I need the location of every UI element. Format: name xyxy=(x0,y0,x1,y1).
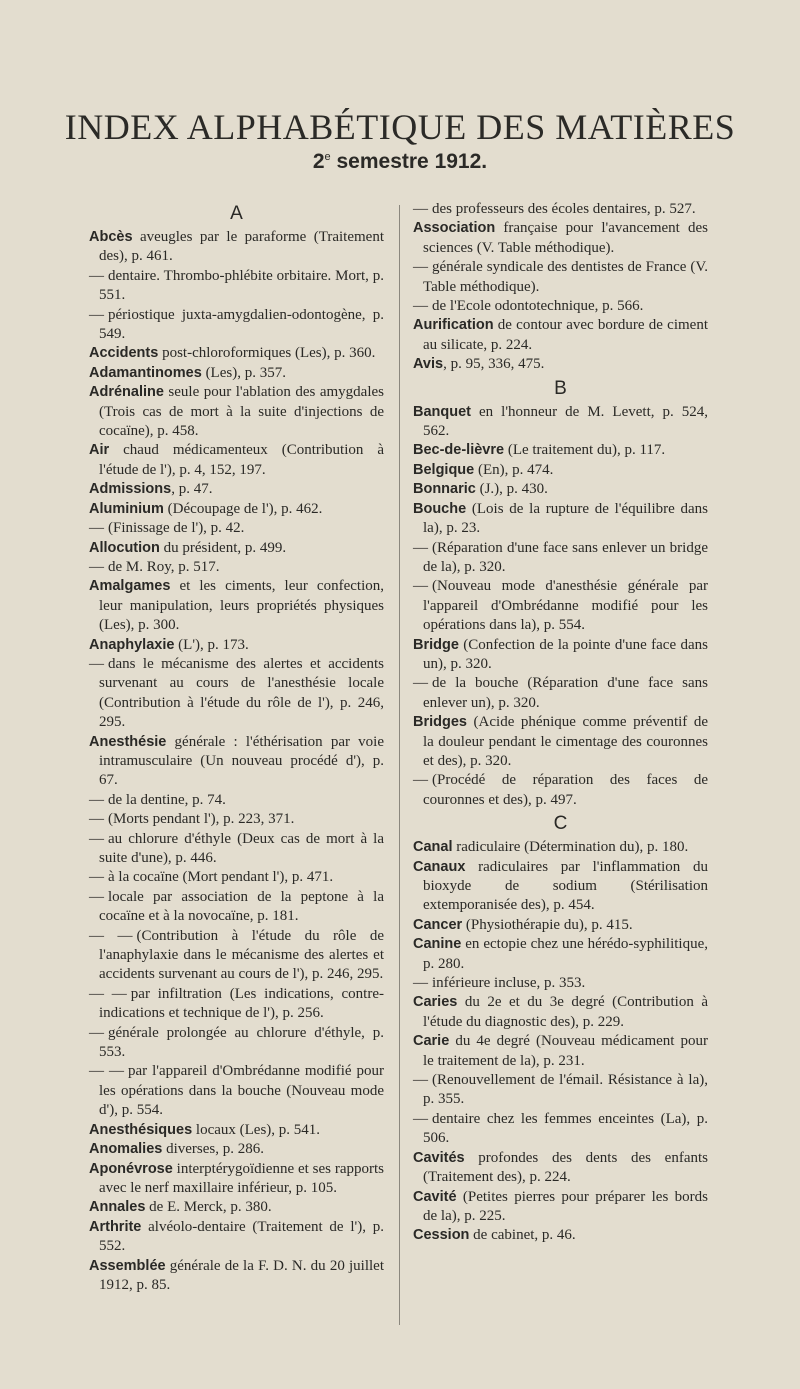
entry-text: (Contribution à l'étude du rôle de l'anaphylaxie dans le mécanisme des alertes et accidents survenant au cours de l'), p. 246, 295. xyxy=(99,927,385,983)
index-entry xyxy=(89,539,384,558)
entry-text: de M. Roy, p. 517. xyxy=(108,558,220,575)
entry-text: de E. Merck, p. 380. xyxy=(145,1199,272,1216)
entry-text: (Découpage de l'), p. 462. xyxy=(163,500,323,517)
index-entry xyxy=(89,636,384,655)
index-entry xyxy=(89,1062,384,1120)
entry-text: (L'), p. 173. xyxy=(174,636,249,653)
index-entry xyxy=(413,974,708,993)
index-entry xyxy=(89,228,384,267)
entry-text: générale syndicale des dentistes de France (V. Table méthodique). xyxy=(423,259,708,295)
index-entry xyxy=(89,1218,384,1257)
entry-heading: Canaux xyxy=(413,858,466,875)
index-entry xyxy=(89,519,384,538)
index-entry xyxy=(413,935,708,974)
entry-dash: — xyxy=(89,1024,104,1041)
entry-text: générale : l'éthérisation par voie intramusculaire (Un nouveau procédé d'), p. 67. xyxy=(99,733,384,789)
index-entry xyxy=(413,539,708,578)
section-letter: B xyxy=(554,377,567,399)
entry-text: française pour l'avancement des sciences (V. Table méthodique). xyxy=(423,220,708,256)
index-column-right xyxy=(413,200,708,1246)
entry-text: du 4e degré (Nouveau médicament pour le traitement de la), p. 231. xyxy=(423,1033,708,1069)
index-entry xyxy=(89,927,384,985)
index-entry xyxy=(413,916,708,935)
entry-dash: — xyxy=(413,975,428,992)
entry-text: générale prolongée au chlorure d'éthyle, p. 553. xyxy=(99,1024,384,1061)
entry-heading: Annales xyxy=(89,1199,146,1216)
entry-heading: Aponévrose xyxy=(89,1160,173,1177)
entry-text: des professeurs des écoles dentaires, p. 527. xyxy=(432,201,696,217)
index-entry xyxy=(413,258,708,297)
index-entry xyxy=(413,1110,708,1149)
entry-heading: Anomalies xyxy=(89,1141,163,1158)
entry-heading: Anesthésiques xyxy=(89,1121,193,1138)
entry-heading: Canine xyxy=(413,936,462,953)
entry-text: seule pour l'ablation des amygdales (Trois cas de mort à la suite d'injections de cocaïne), p. 458. xyxy=(99,384,384,440)
entry-text: par infiltration (Les indications, contre-indications et technique de l'), p. 256. xyxy=(99,985,384,1022)
entry-dash: — — xyxy=(89,927,133,944)
index-entry xyxy=(89,1121,384,1140)
index-entry xyxy=(413,636,708,675)
entry-text: par l'appareil d'Ombrédanne modifié pour les opérations dans la bouche (Nouveau mode d'), p. 554. xyxy=(99,1063,384,1119)
index-entry xyxy=(413,441,708,460)
entry-text: de contour avec bordure de ciment au silicate, p. 224. xyxy=(423,317,708,353)
entry-heading: Admissions xyxy=(89,481,172,498)
index-entry xyxy=(89,383,384,441)
entry-dash: — xyxy=(413,578,428,595)
index-entry xyxy=(89,655,384,733)
entry-dash: — — xyxy=(89,985,127,1002)
entry-heading: Allocution xyxy=(89,539,160,556)
index-entry xyxy=(413,993,708,1032)
entry-text: de la dentine, p. 74. xyxy=(108,791,226,808)
index-entry xyxy=(89,888,384,927)
entry-dash: — xyxy=(413,201,428,217)
index-entry xyxy=(89,344,384,363)
entry-text: locaux (Les), p. 541. xyxy=(192,1121,321,1138)
entry-heading: Adrénaline xyxy=(89,384,164,401)
index-entry xyxy=(89,868,384,887)
entry-dash: — xyxy=(89,811,104,828)
index-entry xyxy=(89,733,384,791)
index-entry xyxy=(89,810,384,829)
entry-text: chaud médicamenteux (Contribution à l'étude de l'), p. 4, 152, 197. xyxy=(99,442,384,478)
entry-text: (Renouvellement de l'émail. Résistance à la), p. 355. xyxy=(423,1072,708,1108)
entry-text: à la cocaïne (Mort pendant l'), p. 471. xyxy=(108,869,334,886)
entry-heading: Banquet xyxy=(413,403,471,420)
entry-heading: Canal xyxy=(413,839,453,856)
entry-text: en ectopie chez une hérédo-syphilitique, p. 280. xyxy=(423,936,708,972)
page-title: INDEX ALPHABÉTIQUE DES MATIÈRES xyxy=(64,107,736,147)
entry-heading: Anesthésie xyxy=(89,733,167,750)
entry-heading: Bouche xyxy=(413,500,467,517)
entry-dash: — xyxy=(89,888,104,905)
entry-dash: — xyxy=(89,791,104,808)
entry-text: (Les), p. 357. xyxy=(201,364,286,381)
index-entry xyxy=(89,1257,384,1296)
entry-text: , p. 95, 336, 475. xyxy=(443,356,545,373)
index-entry xyxy=(413,713,708,771)
section-letter: A xyxy=(230,203,243,224)
entry-text: au chlorure d'éthyle (Deux cas de mort à la suite d'une), p. 446. xyxy=(99,830,384,866)
index-entry xyxy=(89,441,384,480)
index-entry xyxy=(413,500,708,539)
entry-text: (Morts pendant l'), p. 223, 371. xyxy=(108,811,295,828)
index-entry xyxy=(413,355,708,374)
entry-text: et les ciments, leur confection, leur manipulation, leurs propriétés physiques (Les), p. 300. xyxy=(99,578,384,634)
index-entry xyxy=(413,316,708,355)
entry-text: (Procédé de réparation des faces de couronnes et des), p. 497. xyxy=(423,772,708,808)
index-entry xyxy=(413,297,708,316)
entry-heading: Bec-de-lièvre xyxy=(413,442,505,459)
index-entry xyxy=(89,267,384,306)
entry-dash: — xyxy=(413,1110,428,1127)
entry-text: générale de la F. D. N. du 20 juillet 1912, p. 85. xyxy=(99,1257,384,1293)
entry-text: interptérygoïdienne et ses rapports avec le nerf maxillaire inférieur, p. 105. xyxy=(99,1160,384,1196)
entry-dash: — xyxy=(89,306,104,323)
entry-text: inférieure incluse, p. 353. xyxy=(432,975,586,992)
entry-heading: Accidents xyxy=(89,345,159,362)
page-subtitle xyxy=(0,150,800,174)
entry-text: , p. 47. xyxy=(171,481,213,498)
subtitle-superscript: e xyxy=(324,151,331,163)
index-entry xyxy=(413,1188,708,1227)
section-letter: C xyxy=(553,813,568,835)
entry-heading: Carie xyxy=(413,1033,450,1050)
entry-text: (J.), p. 430. xyxy=(475,481,548,498)
entry-text: (Finissage de l'), p. 42. xyxy=(108,520,245,537)
entry-text: dentaire. Thrombo-phlébite orbitaire. Mort, p. 551. xyxy=(99,267,384,304)
entry-heading: Abcès xyxy=(89,229,133,245)
index-entry xyxy=(89,830,384,869)
entry-text: (Petites pierres pour préparer les bords de la), p. 225. xyxy=(423,1188,708,1224)
entry-dash: — xyxy=(89,655,104,672)
index-column-left xyxy=(89,200,384,1295)
column-divider xyxy=(399,205,400,1325)
index-entry xyxy=(413,461,708,480)
entry-heading: Cavité xyxy=(413,1188,457,1205)
index-entry xyxy=(413,1149,708,1188)
index-entry xyxy=(413,219,708,258)
entry-heading: Association xyxy=(413,220,496,237)
entry-dash: — xyxy=(89,558,104,575)
entry-text: en l'honneur de M. Levett, p. 524, 562. xyxy=(423,403,708,440)
entry-text: radiculaire (Détermination du), p. 180. xyxy=(452,839,689,856)
index-entry xyxy=(413,403,708,442)
entry-text: de cabinet, p. 46. xyxy=(469,1227,576,1244)
entry-heading: Air xyxy=(89,442,110,459)
index-entry xyxy=(413,1226,708,1245)
entry-heading: Aluminium xyxy=(89,500,164,517)
entry-dash: — xyxy=(89,520,104,537)
entry-text: du président, p. 499. xyxy=(159,539,287,556)
index-entry xyxy=(413,577,708,635)
entry-heading: Aurification xyxy=(413,317,494,334)
entry-heading: Bonnaric xyxy=(413,481,476,498)
entry-dash: — xyxy=(413,675,428,692)
entry-heading: Belgique xyxy=(413,461,475,478)
index-entry xyxy=(89,500,384,519)
entry-text: (Le traitement du), p. 117. xyxy=(504,442,666,459)
entry-text: (Réparation d'une face sans enlever un bridge de la), p. 320. xyxy=(423,539,708,575)
entry-text: radiculaires par l'inflammation du bioxyde de sodium (Stérilisation extemporanisée des), p. 454. xyxy=(423,858,708,914)
entry-heading: Amalgames xyxy=(89,578,171,595)
entry-dash: — — xyxy=(89,1063,124,1080)
entry-text: (En), p. 474. xyxy=(474,461,554,478)
entry-dash: — xyxy=(89,267,104,284)
entry-text: de la bouche (Réparation d'une face sans enlever un), p. 320. xyxy=(423,675,708,711)
entry-dash: — xyxy=(413,539,428,556)
entry-text: dentaire chez les femmes enceintes (La), p. 506. xyxy=(423,1110,708,1147)
index-entry xyxy=(89,364,384,383)
index-entry xyxy=(89,480,384,499)
entry-text: périostique juxta-amygdalien-odontogène, p. 549. xyxy=(99,306,384,343)
index-entry xyxy=(89,791,384,810)
entry-heading: Arthrite xyxy=(89,1218,142,1235)
entry-text: diverses, p. 286. xyxy=(162,1141,264,1158)
entry-heading: Assemblée xyxy=(89,1257,166,1274)
entry-heading: Bridges xyxy=(413,714,467,731)
entry-heading: Bridge xyxy=(413,636,459,653)
entry-dash: — xyxy=(413,772,428,789)
entry-text: aveugles par le paraforme (Traitement des), p. 461. xyxy=(99,229,384,265)
index-entry xyxy=(413,858,708,916)
index-entry xyxy=(413,771,708,810)
entry-heading: Avis xyxy=(413,356,444,373)
entry-text: (Nouveau mode d'anesthésie générale par l'appareil d'Ombrédanne modifié pour les opérations dans la), p. 554. xyxy=(423,578,708,634)
entry-heading: Cavités xyxy=(413,1149,465,1166)
entry-text: de l'Ecole odontotechnique, p. 566. xyxy=(432,298,644,315)
index-entry xyxy=(89,1160,384,1199)
entry-text: (Lois de la rupture de l'équilibre dans la), p. 23. xyxy=(423,500,708,537)
index-entry xyxy=(413,200,708,219)
entry-dash: — xyxy=(89,869,104,886)
entry-text: alvéolo-dentaire (Traitement de l'), p. 552. xyxy=(99,1218,384,1255)
entry-text: locale par association de la peptone à la cocaïne et à la novocaïne, p. 181. xyxy=(99,888,384,925)
entry-text: (Acide phénique comme préventif de la douleur pendant le cimentage des couronnes et des), p. 320. xyxy=(423,714,708,769)
index-entry xyxy=(89,558,384,577)
entry-dash: — xyxy=(413,298,428,315)
entry-text: profondes des dents des enfants (Traitement des), p. 224. xyxy=(423,1149,708,1186)
entry-text: dans le mécanisme des alertes et accidents survenant au cours de l'anesthésie locale (Contribution à l'étude du rôle de l'), p. 246, 295. xyxy=(99,655,384,731)
entry-heading: Caries xyxy=(413,994,458,1011)
index-entry xyxy=(413,1032,708,1071)
entry-text: post-chloroformiques (Les), p. 360. xyxy=(158,345,376,362)
index-entry xyxy=(89,306,384,345)
entry-heading: Anaphylaxie xyxy=(89,636,175,653)
index-entry xyxy=(413,674,708,713)
entry-heading: Cession xyxy=(413,1227,470,1244)
index-entry xyxy=(413,480,708,499)
index-entry xyxy=(89,1198,384,1217)
entry-heading: Cancer xyxy=(413,916,463,933)
subtitle-number: 2 xyxy=(312,150,325,173)
index-entry xyxy=(413,838,708,857)
index-entry xyxy=(89,1024,384,1063)
entry-dash: — xyxy=(89,830,104,847)
entry-heading: Adamantinomes xyxy=(89,364,202,381)
index-entry xyxy=(413,1071,708,1110)
entry-text: (Confection de la pointe d'une face dans un), p. 320. xyxy=(423,636,708,672)
entry-text: (Physiothérapie du), p. 415. xyxy=(462,916,633,933)
subtitle-text: semestre 1912. xyxy=(330,150,488,173)
entry-dash: — xyxy=(413,259,428,276)
index-entry xyxy=(89,1140,384,1159)
entry-dash: — xyxy=(413,1072,428,1089)
index-entry xyxy=(89,577,384,635)
index-entry xyxy=(89,985,384,1024)
entry-text: du 2e et du 3e degré (Contribution à l'étude du diagnostic des), p. 229. xyxy=(423,994,708,1030)
